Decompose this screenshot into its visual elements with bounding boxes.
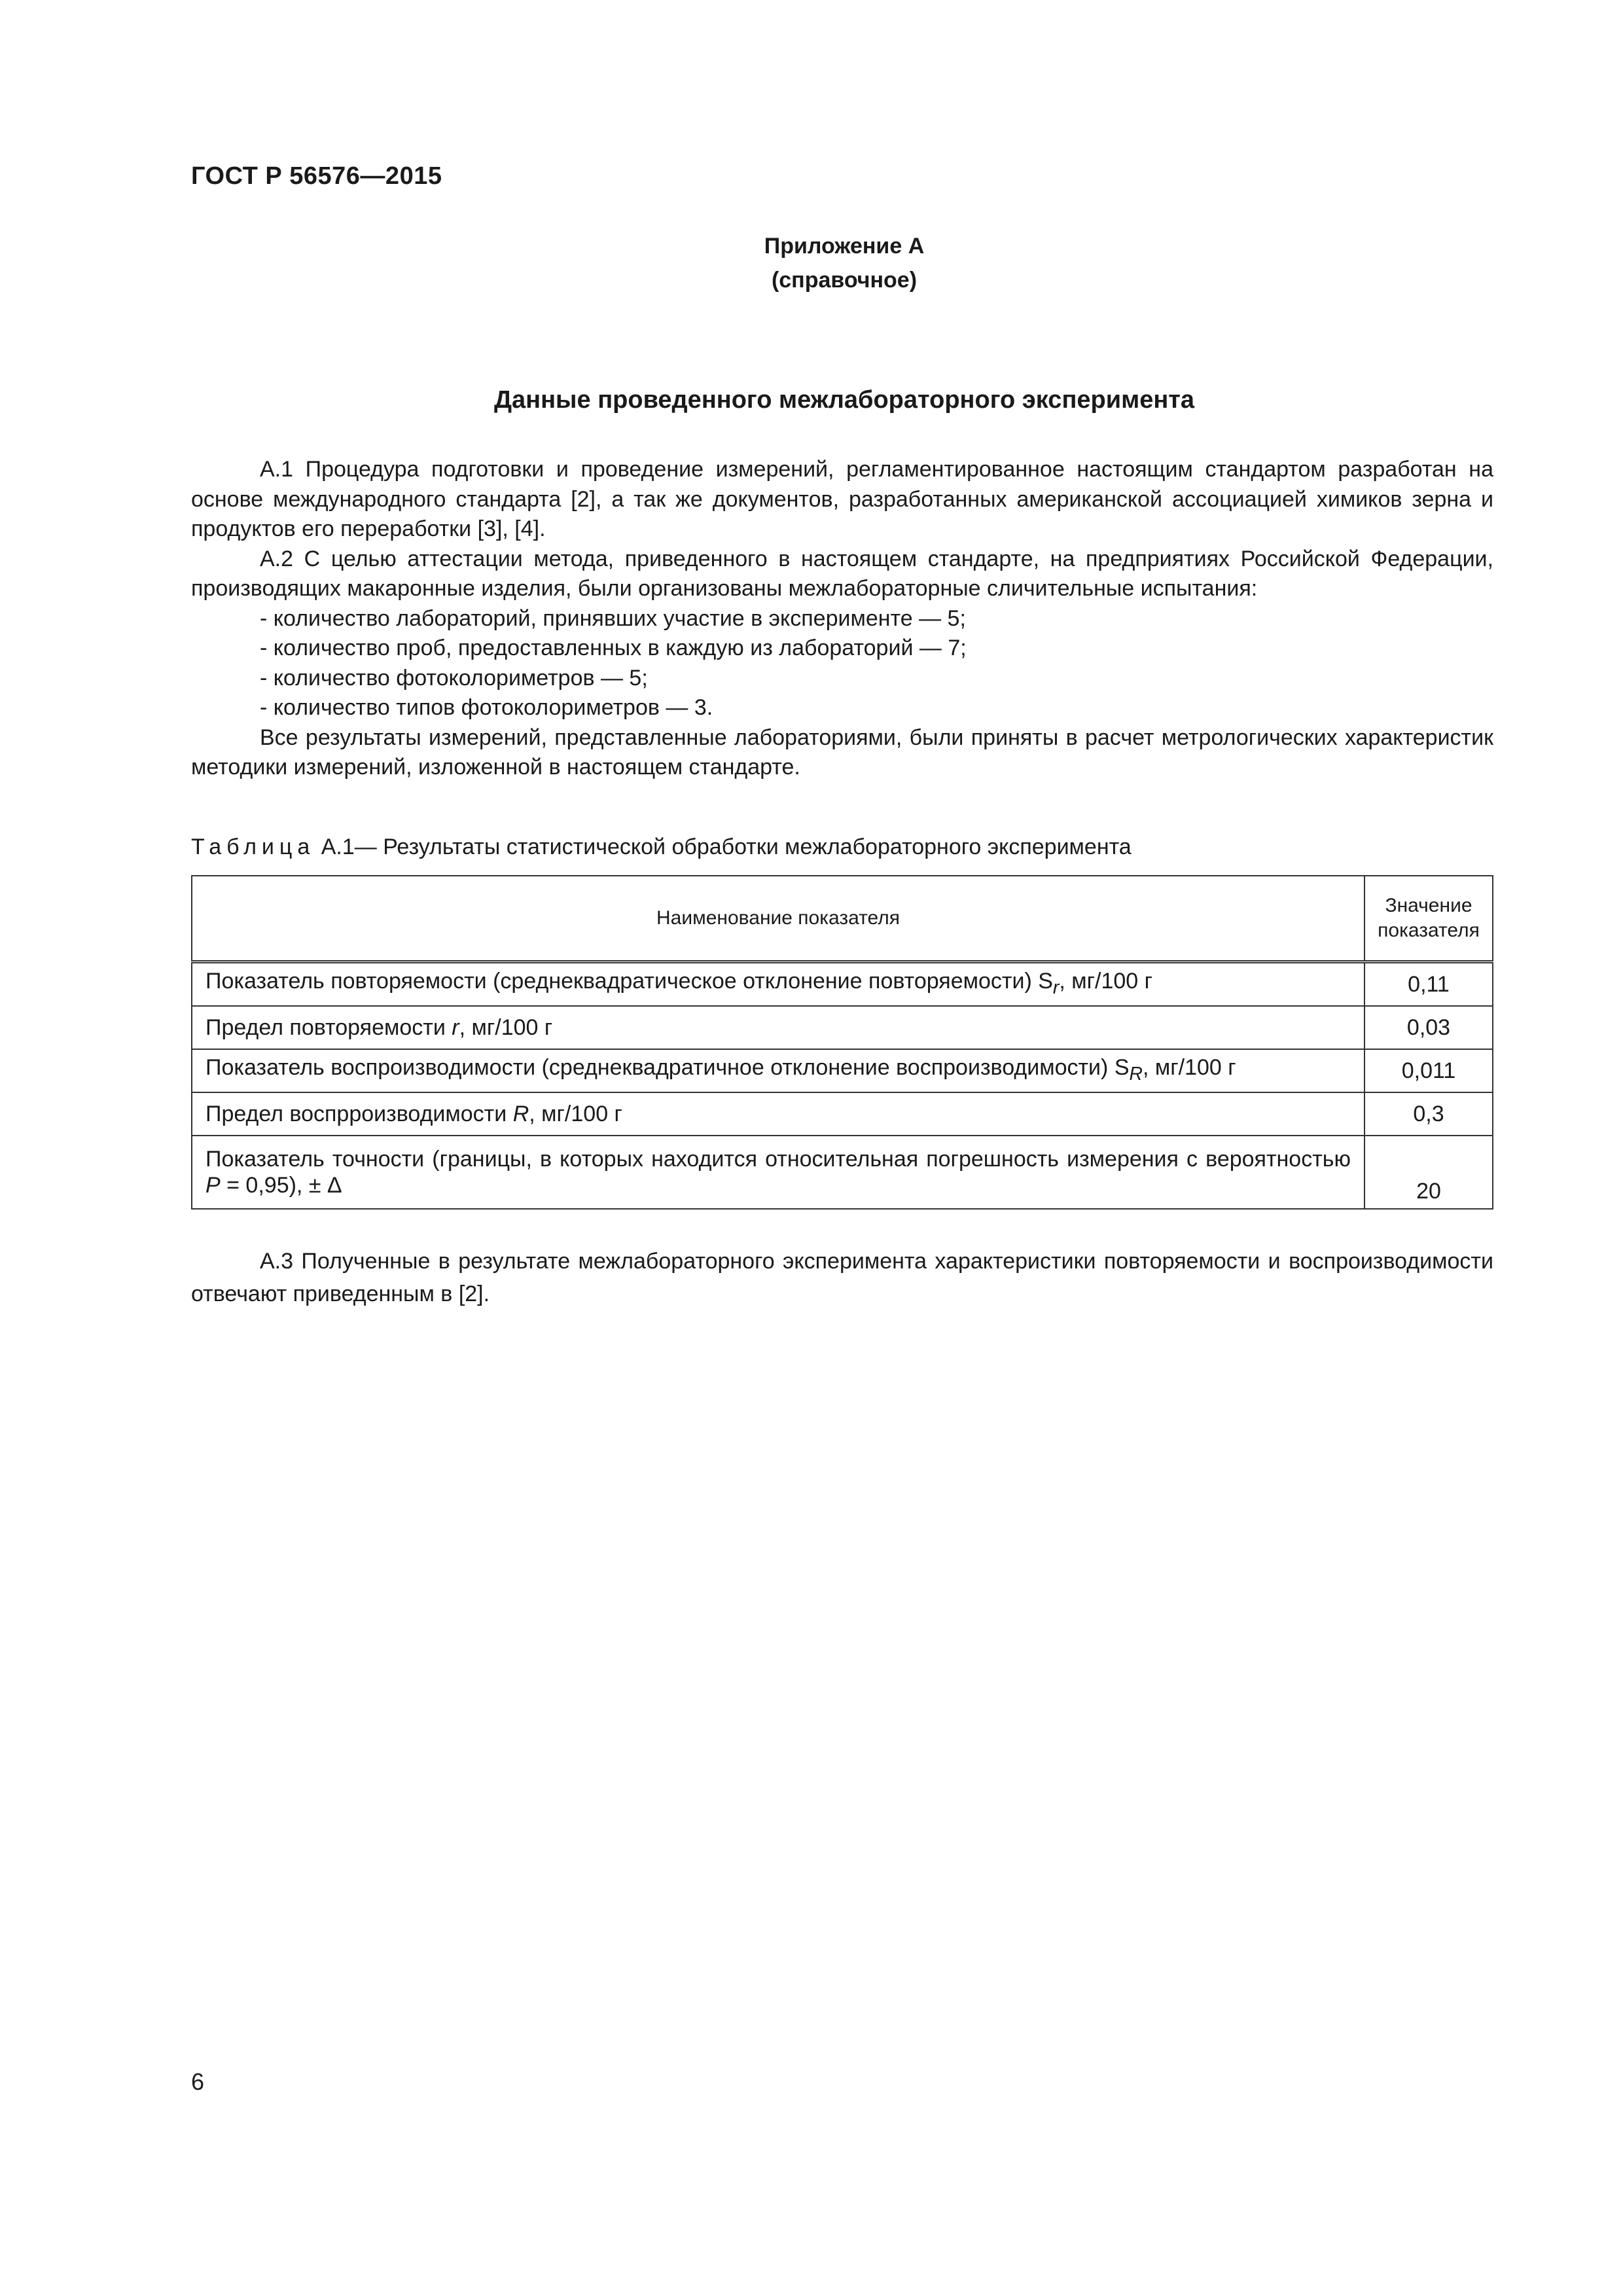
row-name: Предел повторяемости r, мг/100 г [192, 1006, 1364, 1049]
table-row [192, 1092, 1493, 1136]
after-table-text [191, 1245, 1493, 1310]
paragraph-a2: А.2 С целью аттестации метода, приведенного в настоящем стандарте, на предприятиях Российской Федерации, производящих макаронные изделия, были организованы межлабораторные сличительные испытания: [191, 546, 1493, 601]
table-caption-label: Таблица [191, 834, 315, 859]
header-name: Наименование показателя [192, 876, 1364, 962]
appendix-title: Приложение А [764, 234, 925, 259]
results-table [191, 875, 1493, 1210]
document-code: ГОСТ Р 56576—2015 [191, 162, 442, 190]
row-name: Предел воспрроизводимости R, мг/100 г [192, 1092, 1364, 1136]
appendix-heading [0, 229, 1623, 297]
list-item: - количество типов фотоколориметров — 3. [260, 695, 713, 720]
table-header-row [192, 876, 1493, 962]
row-value: 0,11 [1364, 962, 1493, 1007]
body-text [191, 455, 1493, 783]
row-value: 0,011 [1364, 1049, 1493, 1092]
table-row [192, 1006, 1493, 1049]
row-value: 0,03 [1364, 1006, 1493, 1049]
list-item: - количество проб, предоставленных в каждую из лабораторий — 7; [260, 636, 967, 660]
section-title: Данные проведенного межлабораторного эксперимента [493, 386, 1195, 414]
table-caption-text: А.1— Результаты статистической обработки межлабораторного эксперимента [315, 834, 1132, 859]
list-item: - количество лабораторий, принявших участие в эксперименте — 5; [260, 605, 966, 631]
paragraph-a1: А.1 Процедура подготовки и проведение измерений, регламентированное настоящим стандартом разработан на основе международного стандарта [2], а так же документов, разработанных американской ассоциацией химиков зерна и продуктов его переработки [3], [4]. [191, 457, 1493, 541]
row-name: Показатель воспроизводимости (среднеквадратичное отклонение воспроизводимости) $S_R$, мг/100 г [192, 1049, 1364, 1092]
appendix-type: (справочное) [771, 268, 918, 293]
table-row [192, 1049, 1493, 1092]
row-name: Показатель повторяемости (среднеквадратическое отклонение повторяемости) $S_r$, мг/100 г [192, 962, 1364, 1007]
row-name: Показатель точности (границы, в которых находится относительная погрешность измерения с вероятностью P = 0,95), ± Δ [192, 1136, 1364, 1209]
paragraph-a3: А.3 Полученные в результате межлабораторного эксперимента характеристики повторяемости и воспроизводимости отвечают приведенным в [2]. [191, 1249, 1493, 1306]
paragraph-a2-tail: Все результаты измерений, представленные лабораториями, были приняты в расчет метрологических характеристик методики измерений, изложенной в настоящем стандарте. [191, 725, 1493, 780]
page-number: 6 [191, 2068, 205, 2095]
row-value: 20 [1364, 1136, 1493, 1209]
table-caption [191, 834, 1132, 860]
header-value: Значение показателя [1364, 876, 1493, 962]
list-item: - количество фотоколориметров — 5; [260, 665, 648, 691]
table-row [192, 1136, 1493, 1209]
table-row [192, 962, 1493, 1007]
row-value: 0,3 [1364, 1092, 1493, 1136]
